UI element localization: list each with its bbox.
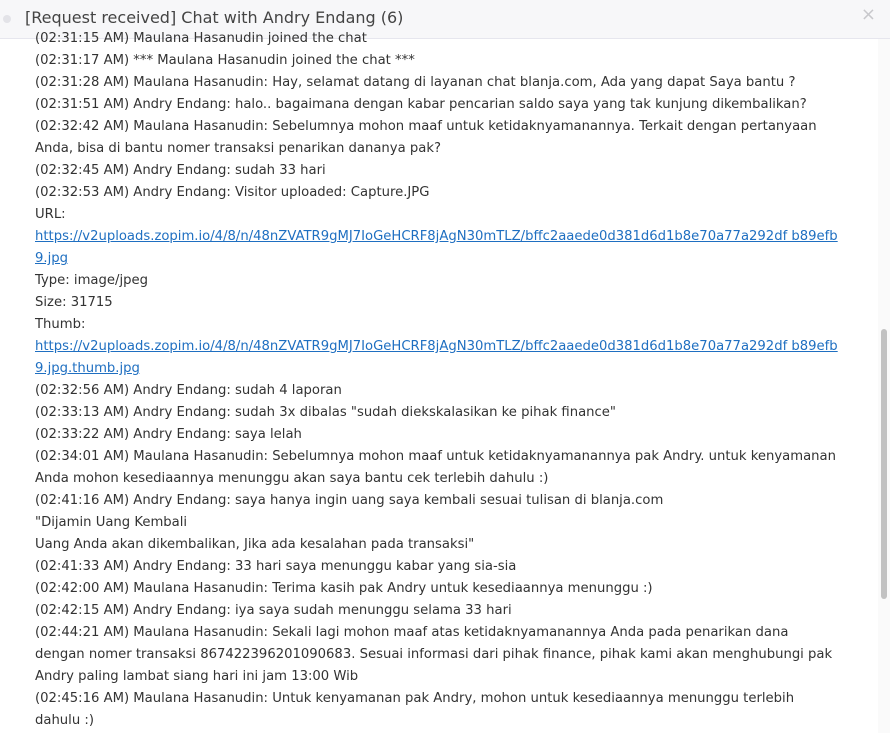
chat-line: Uang Anda akan dikembalikan, Jika ada kesalahan pada transaksi" [35,537,475,552]
chat-line: (02:31:51 AM) Andry Endang: halo.. bagaimana dengan kabar pencarian saldo saya yang tak kunjung dikembalikan? [35,97,807,112]
chat-line: (02:41:16 AM) Andry Endang: saya hanya ingin uang saya kembali sesuai tulisan di blanja.com [35,493,664,508]
chat-line-partial: (02:31:15 AM) Maulana Hasanudin joined the chat [35,31,367,46]
chat-line: (02:32:53 AM) Andry Endang: Visitor uploaded: Capture.JPG [35,185,430,200]
chat-line: Thumb: [35,317,86,332]
chat-line: (02:33:13 AM) Andry Endang: sudah 3x dibalas "sudah diekskalasikan ke pihak finance" [35,405,616,420]
chat-line: (02:42:00 AM) Maulana Hasanudin: Terima kasih pak Andry untuk kesediaannya menunggu :) [35,581,653,596]
chat-log[interactable] [0,31,878,733]
chat-line: (02:33:22 AM) Andry Endang: saya lelah [35,427,302,442]
chat-line: (02:32:45 AM) Andry Endang: sudah 33 hari [35,163,326,178]
chat-line: Type: image/jpeg [35,273,148,288]
chat-line: (02:42:15 AM) Andry Endang: iya saya sudah menunggu selama 33 hari [35,603,512,618]
chat-line: (02:34:01 AM) Maulana Hasanudin: Sebelumnya mohon maaf untuk ketidaknyamanannya pak Andry. untuk kenyamanan Anda mohon kesediaannya menunggu akan saya bantu cek terlebih dahulu :) [35,449,836,486]
status-dot-icon [3,15,11,23]
thumb-url-link[interactable]: https://v2uploads.zopim.io/4/8/n/48nZVATR9gMJ7IoGeHCRF8jAgN30mTLZ/bffc2aaede0d381d6d1b8e70a77a292df b89efb9.jpg.thumb.jpg [35,339,838,376]
chat-line: (02:41:33 AM) Andry Endang: 33 hari saya menunggu kabar yang sia-sia [35,559,517,574]
scrollbar-thumb[interactable] [881,329,887,599]
upload-url-link[interactable]: https://v2uploads.zopim.io/4/8/n/48nZVATR9gMJ7IoGeHCRF8jAgN30mTLZ/bffc2aaede0d381d6d1b8e70a77a292df b89efb9.jpg [35,229,838,266]
chat-line: (02:32:56 AM) Andry Endang: sudah 4 laporan [35,383,342,398]
close-icon[interactable]: × [860,4,876,25]
chat-line: "Dijamin Uang Kembali [35,515,188,530]
window-title: [Request received] Chat with Andry Endang (6) [25,8,404,27]
vertical-scrollbar[interactable] [878,39,890,733]
chat-line: (02:31:28 AM) Maulana Hasanudin: Hay, selamat datang di layanan chat blanja.com, Ada yang dapat Saya bantu ? [35,75,796,90]
chat-line: (02:44:21 AM) Maulana Hasanudin: Sekali lagi mohon maaf atas ketidaknyamanannya Anda pada penarikan dana dengan nomer transaksi 867422396201090683. Sesuai informasi dari pihak finance, pihak kami akan menghubungi pak Andry paling lambat siang hari ini jam 13:00 Wib [35,625,833,684]
upload-url-line [35,226,840,270]
chat-line: Size: 31715 [35,295,113,310]
chat-line: URL: [35,207,66,222]
chat-line: (02:32:42 AM) Maulana Hasanudin: Sebelumnya mohon maaf untuk ketidaknyamanannya. Terkait dengan pertanyaan Anda, bisa di bantu nomer transaksi penarikan dananya pak? [35,119,817,156]
chat-line: (02:31:17 AM) *** Maulana Hasanudin joined the chat *** [35,53,415,68]
thumb-url-line [35,336,840,380]
chat-line: (02:45:16 AM) Maulana Hasanudin: Untuk kenyamanan pak Andry, mohon untuk kesediaannya menunggu terlebih dahulu :) [35,691,795,728]
